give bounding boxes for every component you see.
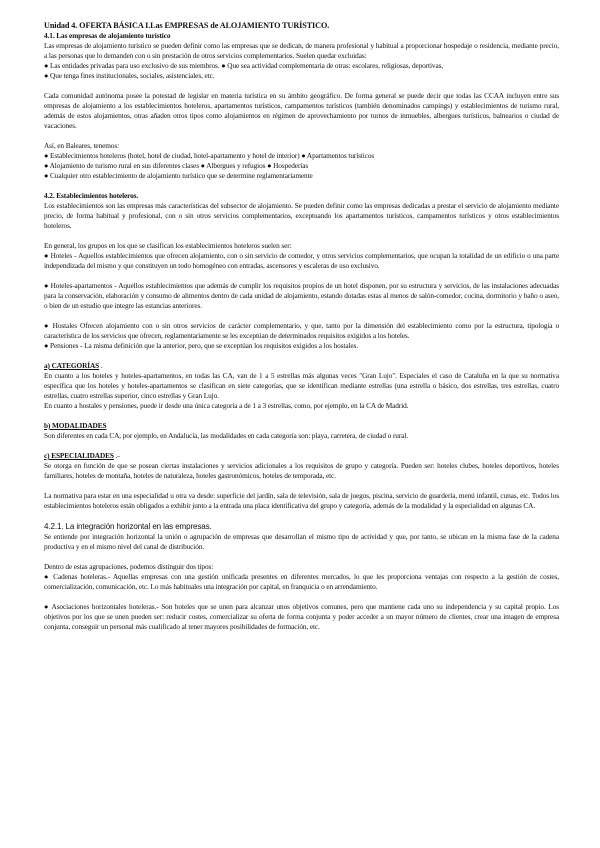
especialidades-heading	[44, 451, 559, 461]
document-page	[44, 20, 559, 840]
bullet-item: ● Pensiones - La misma definición que la anterior, pero, que se exceptúan los requisitos exigidos a los hostales.	[44, 341, 359, 350]
categorias-heading-text: a) CATEGORÍAS	[44, 361, 100, 370]
section-4-1-heading: 4.1. Las empresas de alojamiento turístico	[44, 31, 171, 40]
section-4-2-1-heading: 4.2.1. La integración horizontal en las empresas.	[44, 522, 212, 531]
paragraph: Se otorga en función de que se posean ciertas instalaciones y servicios adicionales a los requisitos de grupo y categoría. Pueden ser: hoteles clubes, hoteles deportivos, hoteles familiares, hoteles de montaña, hoteles de naturaleza, hoteles gastronómicos, hoteles de temporada, etc.	[44, 461, 559, 480]
bullet-item: ● Que tenga fines institucionales, sociales, asistenciales, etc.	[44, 71, 215, 80]
bullet-item: ● Hoteles - Aquellos establecimientos que ofrecen alojamiento, con o sin servicio de comedor, y otros servicios complementarios, que ocupan la totalidad de un edificio o una parte independizada del mismo y que constituyen un todo homogéneo con entradas, ascensores y escaleras de uso exclusivo.	[44, 251, 559, 270]
bullet-item: ● Hoteles-apartamentos - Aquellos establecimientos que además de cumplir los requisitos propios de un hotel disponen, por su estructura y servicios, de las instalaciones adecuadas para la conservación, elaboración y consumo de alimentos dentro de cada unidad de alojamiento, estando dotadas estas al menos de salón-comedor, cocina, dormitorio y baño o aseo, o bien de un estudio que integre las estancias anteriores.	[44, 281, 559, 310]
document-title: Unidad 4. OFERTA BÁSICA I.Las EMPRESAS de ALOJAMIENTO TURÍSTICO.	[44, 21, 330, 30]
especialidades-heading-tail: .-	[113, 451, 120, 460]
bullet-item: ● Asociaciones horizontales hoteleras.- Son hoteles que se unen para alcanzar unos objetivos comunes, pero que mantiene cada uno su independencia y su capital propio. Los objetivos por los que se unen pueden ser: reducir costes, comercializar su oferta de forma conjunta y poder acceder a un mayor número de clientes, crear una imagen de empresa conjunta, conseguir un personal más cualificado al tener mayores posibilidades de formación, etc.	[44, 602, 559, 631]
paragraph: Las empresas de alojamiento turístico se pueden definir como las empresas que se dedican, de manera profesional y habitual a proporcionar hospedaje o residencia, mediante precio, a las personas que lo demanden con o sin prestación de otros servicios complementarios. Suelen quedar excluidas:	[44, 41, 559, 60]
modalidades-heading	[44, 421, 559, 431]
modalidades-heading-text: b) MODALIDADES	[44, 421, 107, 430]
bullet-item: ● Establecimientos hoteleros (hotel, hotel de ciudad, hotel-apartamento y hotel de interior) ● Apartamentos turísticos	[44, 151, 375, 160]
bullet-item: ● Cualquier otro establecimiento de alojamiento turístico que se determine reglamentariamente	[44, 171, 313, 180]
bullet-item: ● Alojamiento de turismo rural en sus diferentes clases ● Albergues y refugios ● Hospederías	[44, 161, 309, 170]
paragraph: Así, en Baleares, tenemos:	[44, 141, 120, 150]
paragraph: Cada comunidad autónoma posee la potestad de legislar en materia turística en su ámbito geográfico. De forma general se puede decir que todas las CCAA incluyen entre sus empresas de alojamiento a los establecimientos hoteleros, apartamentos turísticos, campamentos turísticos (también denominados campings) y establecimientos de turismo rural, además de estos alojamientos, otras añaden otros tipos como alojamientos en régimen de aprovechamiento por turnos de inmuebles, albergues turísticos, balnearios o ciudad de vacaciones.	[44, 91, 559, 130]
paragraph: En general, los grupos en los que se clasifican los establecimientos hoteleros suelen ser:	[44, 241, 292, 250]
paragraph: La normativa para estar en una especialidad u otra va desde: superficie del jardín, sala de televisión, sala de juegos, piscina, servicio de guardería, menú infantil, cunas, etc. Todos los establecimientos hoteleros están obligados a exhibir junto a la entrada una placa identificativa del grupo y categoría, además de la modalidad y la especialidad en algunas CA.	[44, 491, 559, 510]
paragraph: Dentro de estas agrupaciones, podemos distinguir dos tipos:	[44, 562, 214, 571]
section-4-2-heading: 4.2. Establecimientos hoteleros.	[44, 191, 139, 200]
paragraph: Se entiende por integración horizontal la unión o agrupación de empresas que desarrollan el mismo tipo de actividad y que, por tanto, se ubican en la misma fase de la cadena productiva y en el mismo nivel del canal de distribución.	[44, 532, 559, 551]
especialidades-heading-text: c) ESPECIALIDADES	[44, 451, 114, 460]
paragraph: En cuanto a los hoteles y hoteles-apartamentos, en todas las CA, van de 1 a 5 estrellas más algunas veces "Gran Lujo". Especiales el caso de Cataluña en la que su normativa específica que los hoteles y hoteles-apartamentos se clasifican en siete categorías, que se identifican mediante estrellas (una estrella o básico, dos estrellas, tres estrellas, cuatro estrellas, cuatro estrellas superior, cinco estrellas y Gran Lujo.	[44, 371, 559, 400]
bullet-item: ● Cadenas hoteleras.- Aquellas empresas con una gestión unificada presentes en diferentes mercados, lo que les proporciona ventajas con respecto a la gestión de costes, comercialización, comunicación, etc. Lo más habituales una integración por capital, en franquicia o en arrendamiento.	[44, 572, 559, 591]
paragraph: Los establecimientos son las empresas más características del subsector de alojamiento. Se pueden definir como las empresas dedicadas a prestar el servicio de alojamiento mediante precio, de forma habitual y profesional, con o sin otros servicios complementarios, exceptuando los apartamentos turísticos, campamentos turísticos y otros establecimientos hoteleros.	[44, 201, 559, 230]
paragraph: Son diferentes en cada CA, por ejemplo, en Andalucía, las modalidades en cada categoría son: playa, carretera, de ciudad o rural.	[44, 431, 408, 440]
categorias-heading-tail: .	[99, 361, 103, 370]
bullet-item: ● Hostales Ofrecen alojamiento con o sin otros servicios de carácter complementario, y que, tanto por la dimensión del establecimiento como por la estructura, tipología o característica de los servicios que ofrecen, reglamentariamente se les exceptúan de determinados requisitos exigidos a los hoteles.	[44, 321, 559, 340]
bullet-item: ● Las entidades privadas para uso exclusivo de sus miembros. ● Que sea actividad complementaria de otras: escolares, religiosas, deportivas,	[44, 61, 444, 70]
paragraph: En cuanto a hostales y pensiones, puede ir desde una única categoría a de 1 a 3 estrellas, como, por ejemplo, en la CA de Madrid.	[44, 401, 409, 410]
categorias-heading	[44, 361, 559, 371]
